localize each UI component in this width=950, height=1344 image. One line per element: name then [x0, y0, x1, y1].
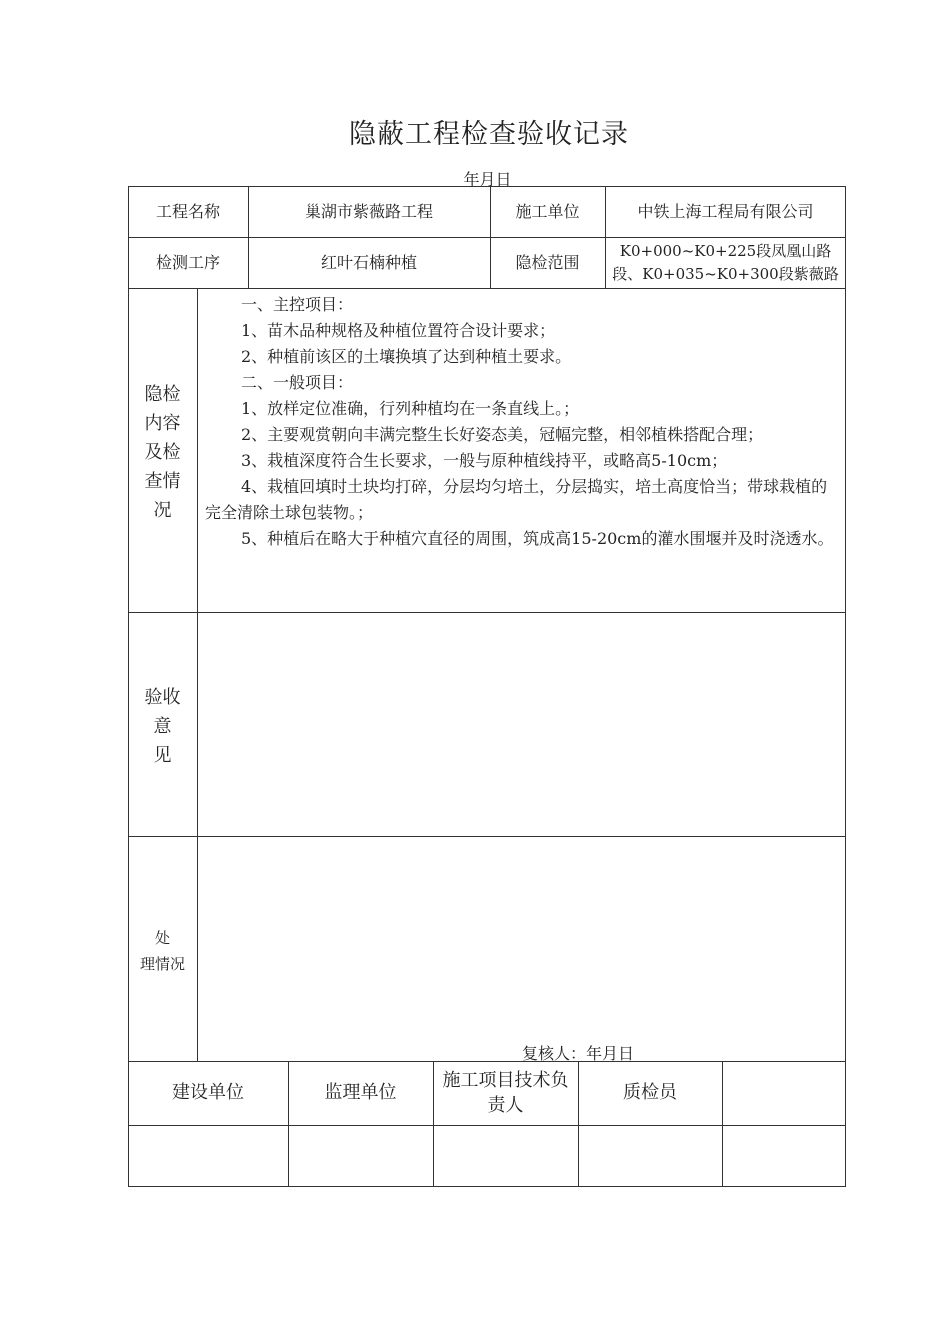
inspection-line: 1、放样定位准确，行列种植均在一条直线上。； [241, 399, 580, 418]
inspection-content [205, 292, 835, 552]
label-line: 查情 [144, 471, 181, 492]
label-line: 及检 [144, 442, 181, 463]
scope-line: 段、K0+035~K0+300段紫薇路 [612, 264, 839, 283]
inspection-line: 2、主要观赏朝向丰满完整生长好姿态美，冠幅完整，相邻植株搭配合理； [241, 425, 764, 444]
sig-cell-supervisor[interactable] [288, 1125, 433, 1187]
value-project-name: 巢湖市紫薇路工程 [304, 201, 433, 221]
inspection-line: 二、一般项目： [241, 373, 354, 392]
document-title: 隐蔽工程检查验收记录 [349, 119, 629, 150]
col-divider [197, 288, 198, 1061]
label-inspection-scope: 隐检范围 [515, 252, 580, 272]
label-line: 内容 [144, 413, 181, 434]
row-divider [128, 836, 846, 837]
sig-header-blank [722, 1061, 846, 1125]
label-line: 验收 [144, 687, 181, 708]
sig-header-owner: 建设单位 [172, 1082, 244, 1103]
date-line: 年月日 [463, 170, 512, 189]
label-line: 意 [153, 716, 172, 737]
inspection-line: 4、栽植回填时土块均打碎，分层均匀培土，分层捣实，培土高度恰当；带球栽植的完全清除土球包装物。； [205, 477, 828, 522]
acceptance-label [128, 683, 197, 770]
inspection-line: 一、主控项目： [241, 295, 354, 314]
row-divider [128, 288, 846, 289]
label-line: 处 [154, 929, 170, 947]
label-line: 理情况 [139, 955, 185, 973]
inspection-line: 5、种植后在略大于种植穴直径的周围，筑成高15-20cm的灌水围堰并及时浇透水。 [241, 529, 834, 548]
value-procedure: 红叶石楠种植 [320, 252, 417, 272]
inspection-line: 2、种植前该区的土壤换填了达到种植土要求。 [241, 347, 572, 366]
inspection-line: 1、苗木品种规格及种植位置符合设计要求； [241, 321, 556, 340]
label-line: 况 [153, 500, 172, 521]
label-project-name: 工程名称 [155, 201, 220, 221]
sig-header-supervisor: 监理单位 [324, 1082, 397, 1103]
inspection-label [128, 380, 197, 525]
sig-cell-owner[interactable] [128, 1125, 288, 1187]
value-contractor: 中铁上海工程局有限公司 [637, 201, 814, 221]
sig-header-tech-lead: 施工项目技术负责人 [442, 1070, 569, 1116]
value-inspection-scope [605, 237, 846, 288]
label-line: 见 [153, 745, 172, 766]
scope-line: K0+000~K0+225段凤凰山路 [619, 241, 832, 260]
sig-cell-qc[interactable] [578, 1125, 722, 1187]
label-line: 隐检 [144, 384, 181, 405]
label-contractor: 施工单位 [515, 201, 580, 221]
reviewer-signature-line: 复核人：年月日 [522, 1044, 635, 1063]
sig-header-qc: 质检员 [623, 1082, 677, 1103]
sig-cell-blank[interactable] [722, 1125, 846, 1187]
sig-cell-tech-lead[interactable] [433, 1125, 578, 1187]
inspection-line: 3、栽植深度符合生长要求，一般与原种植线持平，或略高5-10cm； [241, 451, 728, 470]
label-procedure: 检测工序 [155, 252, 220, 272]
row-divider [128, 612, 846, 613]
handling-label [128, 925, 197, 977]
